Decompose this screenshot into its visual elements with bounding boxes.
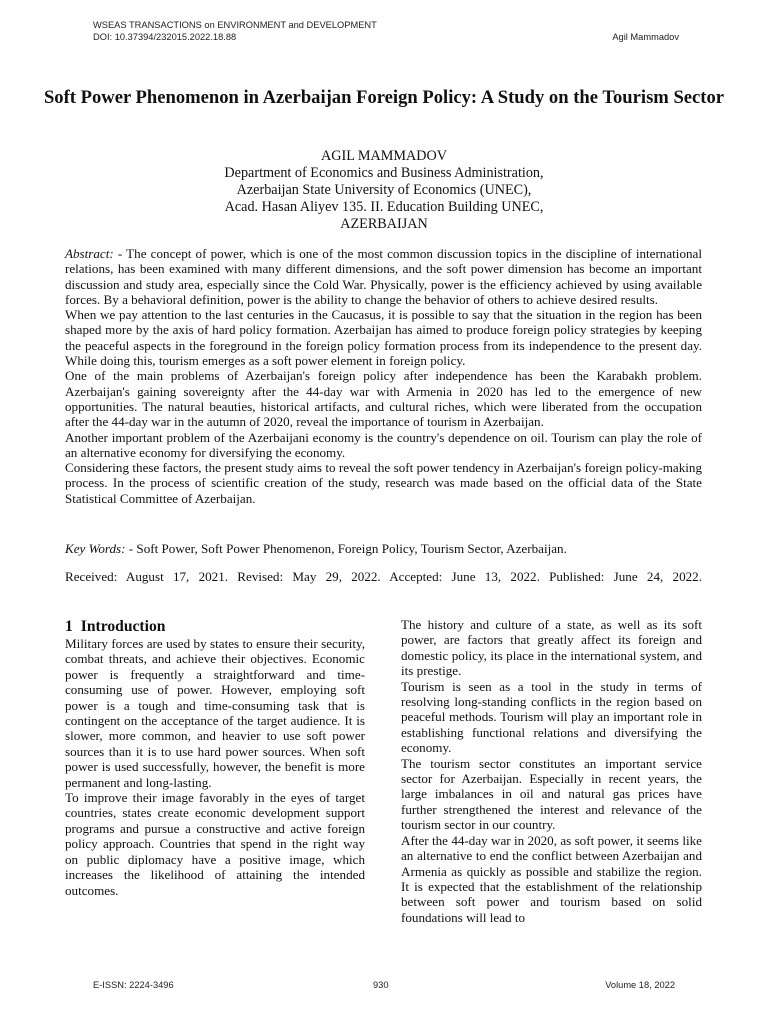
running-author: Agil Mammadov	[612, 32, 679, 42]
abstract	[65, 246, 702, 506]
keywords-label: Key Words:	[65, 541, 126, 556]
section-heading	[65, 618, 365, 636]
footer-volume: Volume 18, 2022	[605, 980, 675, 990]
author-university: Azerbaijan State University of Economics (UNEC),	[236, 182, 532, 198]
body-paragraph: After the 44-day war in 2020, as soft power, it seems like an alternative to end the conflict between Azerbaijan and Armenia as quickly as possible and stabilize the region. It is expected that the establishment of the relationship between soft power and tourism based on solid foundations will lead to	[401, 832, 702, 925]
right-column	[401, 617, 702, 925]
abstract-text: - The concept of power, which is one of the most common discussion topics in the discipline of international relations, has been examined with many different dimensions, and the soft power dimension has become an important discussion and study area, especially since the Cold War. Physically, power is the efficiency achieved by using available forces. By a behavioral definition, power is the ability to change the behavior of others to achieve desired results.	[65, 246, 702, 307]
journal-name: WSEAS TRANSACTIONS on ENVIRONMENT and DEVELOPMENT	[93, 20, 377, 30]
abstract-paragraph: Considering these factors, the present study aims to reveal the soft power tendency in Azerbaijan's foreign policy-making process. In the process of scientific creation of the study, research was made based on the official data of the State Statistical Committee of Azerbaijan.	[65, 460, 702, 506]
body-paragraph: The tourism sector constitutes an important service sector for Azerbaijan. Especially in recent years, the large imbalances in oil and natural gas prices have further strengthened the interest and relevance of the tourism sector in our country.	[401, 755, 702, 833]
author-block	[40, 148, 728, 233]
body-paragraph: Military forces are used by states to ensure their security, combat threats, and achieve their objectives. Economic power is frequently a straightforward and time-consuming use of power. However, employing soft power is a tough and time-consuming task that is contingent on the acceptance of the target audience. It is slower, more common, and heavier to use soft power sources than it is to use hard power sources. When soft power is used successfully, however, the benefit is more permanent and long-lasting.	[65, 636, 365, 790]
paper-title: Soft Power Phenomenon in Azerbaijan Foreign Policy: A Study on the Tourism Sector	[43, 87, 725, 108]
abstract-label: Abstract:	[65, 246, 114, 261]
abstract-paragraph: Another important problem of the Azerbaijani economy is the country's dependence on oil. Tourism can play the role of an alternative economy for diversifying the economy.	[65, 429, 702, 460]
keywords-text: - Soft Power, Soft Power Phenomenon, Foreign Policy, Tourism Sector, Azerbaijan.	[128, 541, 567, 556]
section-title: Introduction	[80, 618, 166, 635]
section-number: 1	[65, 618, 73, 635]
keywords	[65, 541, 702, 556]
page-footer	[93, 980, 675, 994]
left-column	[65, 618, 365, 898]
author-name: AGIL MAMMADOV	[321, 148, 447, 164]
footer-issn: E-ISSN: 2224-3496	[93, 980, 174, 990]
author-country: AZERBAIJAN	[340, 216, 428, 232]
running-header	[93, 19, 679, 43]
abstract-paragraph	[65, 246, 702, 307]
body-paragraph: The history and culture of a state, as well as its soft power, are factors that greatly affect its foreign and domestic policy, its place in the international system, and its prestige.	[401, 617, 702, 679]
publication-dates: Received: August 17, 2021. Revised: May 29, 2022. Accepted: June 13, 2022. Published: June 24, 2022.	[65, 569, 702, 584]
page-number: 930	[373, 980, 389, 990]
author-department: Department of Economics and Business Administration,	[224, 165, 544, 181]
body-paragraph: Tourism is seen as a tool in the study in terms of resolving long-standing conflicts in the region based on peaceful methods. Tourism will play an important role in establishing functional relations and diversifying the economy.	[401, 678, 702, 756]
author-address: Acad. Hasan Aliyev 135. II. Education Building UNEC,	[224, 199, 544, 215]
abstract-paragraph: One of the main problems of Azerbaijan's foreign policy after independence has been the Karabakh problem. Azerbaijan's gaining sovereignty after the 44-day war with Armenia in 2020 has led to the emergence of new opportunities. The natural beauties, historical artifacts, and cultural riches, which were liberated from the occupation after the 44-day war in the autumn of 2020, reveal the importance of tourism in Azerbaijan.	[65, 368, 702, 430]
body-paragraph: To improve their image favorably in the eyes of target countries, states create economic development support programs and pursue a constructive and active foreign policy approach. Countries that spend in the right way on public diplomacy have a positive image, which increases the likelihood of attaining the intended outcomes.	[65, 790, 365, 898]
doi: DOI: 10.37394/232015.2022.18.88	[93, 32, 237, 42]
abstract-paragraph: When we pay attention to the last centuries in the Caucasus, it is possible to say that the situation in the region has been shaped more by the axis of hard policy formation. Azerbaijan has aimed to produce foreign policy strategies by keeping the peaceful aspects in the foreground in the foreign policy formation process from its independence to the present day. While doing this, tourism emerges as a soft power element in foreign policy.	[65, 307, 702, 369]
